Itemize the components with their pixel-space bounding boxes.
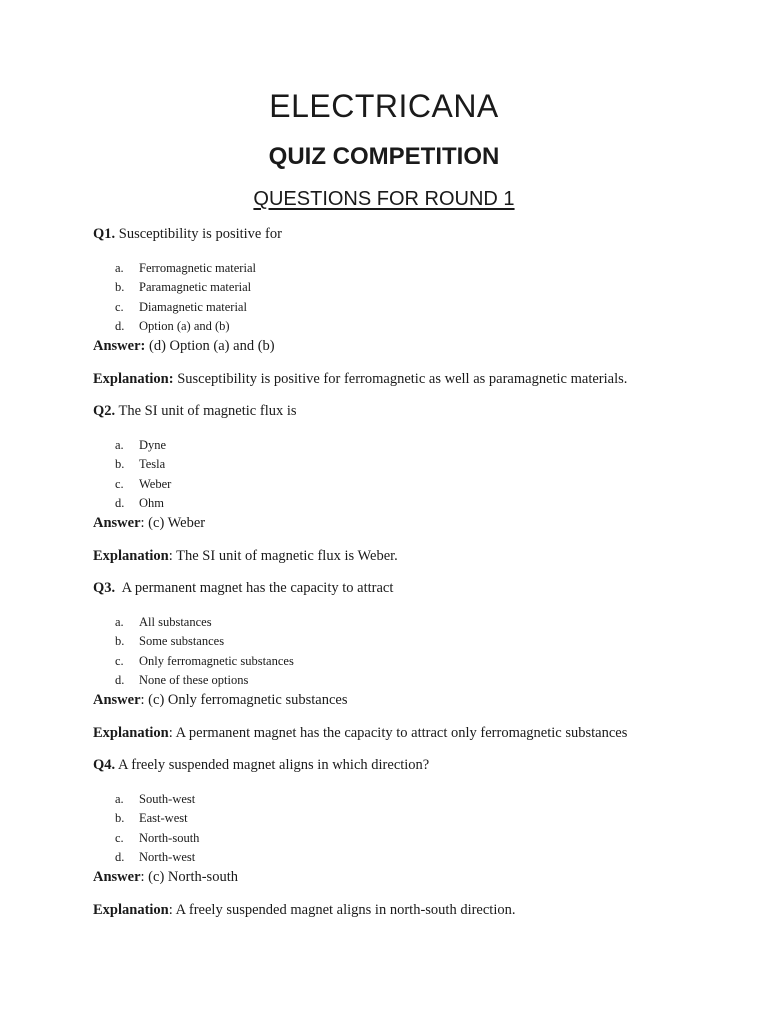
option-item	[115, 298, 247, 316]
explanation-line	[93, 900, 515, 920]
answer-text: (d) Option (a) and (b)	[145, 338, 275, 354]
question-number: Q2.	[93, 403, 116, 419]
option-item	[115, 809, 188, 827]
answer-label: Answer	[93, 515, 141, 531]
option-letter: c.	[115, 654, 124, 668]
option-letter: d.	[115, 496, 125, 510]
question-body: A permanent magnet has the capacity to attract	[115, 580, 394, 596]
option-text: North-west	[139, 850, 196, 864]
question-text	[93, 401, 297, 421]
option-text: South-west	[139, 792, 196, 806]
explanation-label: Explanation	[93, 548, 169, 564]
option-item	[115, 671, 248, 689]
option-text: Only ferromagnetic substances	[139, 654, 294, 668]
option-text: Weber	[139, 477, 172, 491]
option-letter: d.	[115, 673, 125, 687]
option-letter: b.	[115, 280, 125, 294]
option-item	[115, 613, 212, 631]
option-item	[115, 278, 251, 296]
question-body: A freely suspended magnet aligns in which direction?	[115, 757, 430, 773]
question-text	[93, 578, 393, 598]
explanation-line	[93, 546, 398, 566]
option-text: Some substances	[139, 634, 225, 648]
explanation-text: : The SI unit of magnetic flux is Weber.	[168, 548, 398, 564]
option-text: Option (a) and (b)	[139, 319, 230, 333]
answer-line	[93, 867, 238, 887]
answer-text: : (c) Only ferromagnetic substances	[140, 692, 348, 708]
answer-label: Answer	[93, 692, 141, 708]
question-block	[93, 755, 713, 932]
option-item	[115, 436, 166, 454]
explanation-text: : A permanent magnet has the capacity to attract only ferromagnetic substances	[168, 725, 628, 741]
option-letter: d.	[115, 319, 125, 333]
option-item	[115, 317, 230, 335]
option-item	[115, 652, 294, 670]
explanation-line	[93, 723, 627, 743]
answer-text: : (c) Weber	[140, 515, 206, 531]
document-subtitle: QUIZ COMPETITION	[268, 143, 500, 170]
question-body: The SI unit of magnetic flux is	[115, 403, 297, 419]
answer-label: Answer	[93, 869, 141, 885]
question-number: Q3.	[93, 580, 116, 596]
explanation-text: : A freely suspended magnet aligns in north-south direction.	[168, 902, 516, 918]
option-letter: a.	[115, 261, 124, 275]
option-item	[115, 790, 195, 808]
explanation-label: Explanation	[93, 725, 169, 741]
option-text: Ohm	[139, 496, 164, 510]
option-text: Paramagnetic material	[139, 280, 252, 294]
document-title: ELECTRICANA	[269, 88, 499, 124]
answer-line	[93, 336, 275, 356]
answer-line	[93, 513, 205, 533]
option-item	[115, 475, 171, 493]
option-letter: a.	[115, 438, 124, 452]
question-text	[93, 755, 429, 775]
question-number: Q1.	[93, 226, 116, 242]
question-block	[93, 578, 713, 755]
explanation-text: Susceptibility is positive for ferromagnetic as well as paramagnetic materials.	[173, 371, 628, 387]
option-item	[115, 494, 164, 512]
option-letter: c.	[115, 300, 124, 314]
option-letter: b.	[115, 634, 125, 648]
question-number: Q4.	[93, 757, 116, 773]
explanation-line	[93, 369, 627, 389]
option-letter: b.	[115, 457, 125, 471]
option-text: Ferromagnetic material	[139, 261, 256, 275]
option-letter: d.	[115, 850, 125, 864]
question-text	[93, 224, 282, 244]
option-item	[115, 848, 195, 866]
answer-line	[93, 690, 347, 710]
option-text: All substances	[139, 615, 212, 629]
question-block	[93, 401, 713, 578]
option-text: North-south	[139, 831, 200, 845]
option-text: East-west	[139, 811, 188, 825]
option-letter: a.	[115, 792, 124, 806]
option-item	[115, 632, 224, 650]
question-block	[93, 224, 713, 401]
option-letter: c.	[115, 477, 124, 491]
option-item	[115, 259, 256, 277]
option-text: Dyne	[139, 438, 167, 452]
answer-text: : (c) North-south	[140, 869, 238, 885]
option-text: Tesla	[139, 457, 166, 471]
round-heading: QUESTIONS FOR ROUND 1	[253, 188, 515, 210]
option-letter: c.	[115, 831, 124, 845]
option-letter: b.	[115, 811, 125, 825]
question-body: Susceptibility is positive for	[115, 226, 282, 242]
explanation-label: Explanation	[93, 902, 169, 918]
option-item	[115, 829, 199, 847]
questions-section	[93, 224, 713, 932]
answer-label: Answer:	[93, 338, 146, 354]
option-letter: a.	[115, 615, 124, 629]
option-text: Diamagnetic material	[139, 300, 247, 314]
option-text: None of these options	[139, 673, 249, 687]
explanation-label: Explanation:	[93, 371, 174, 387]
option-item	[115, 455, 165, 473]
